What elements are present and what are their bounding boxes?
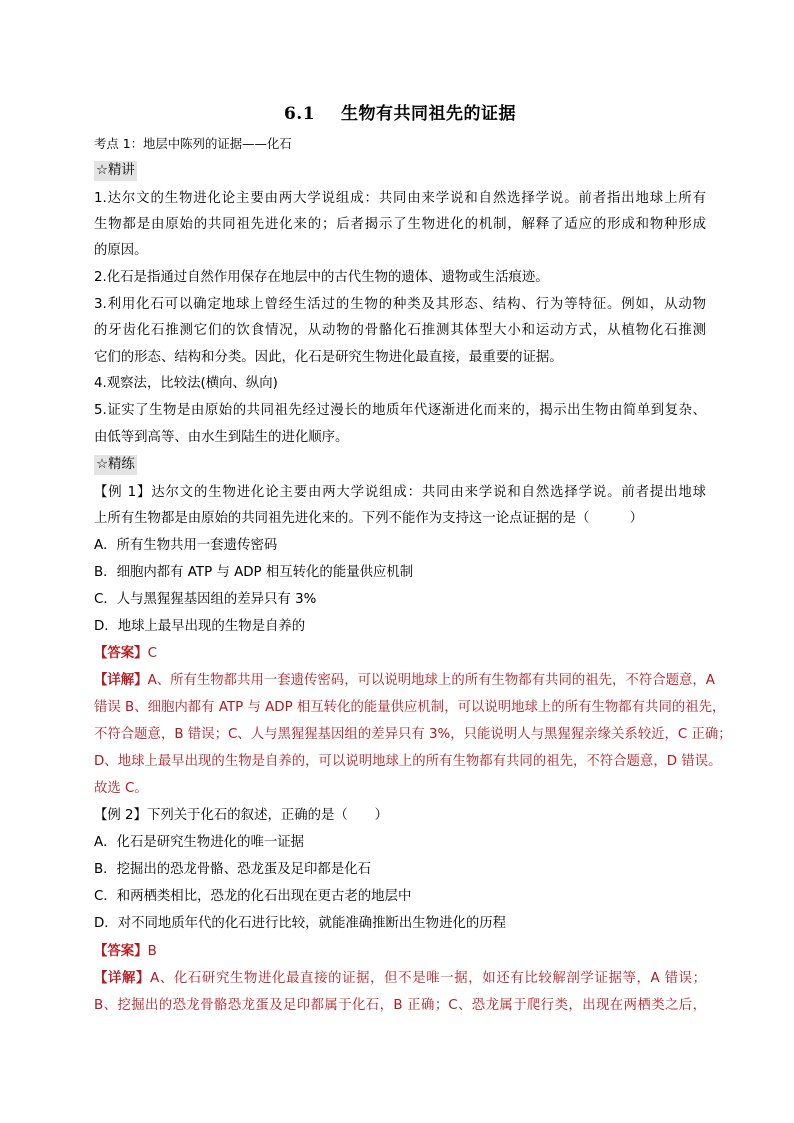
jingjiang-line: 1.达尔文的生物进化论主要由两大学说组成：共同由来学说和自然选择学说。前者指出地球上所有 <box>94 191 706 206</box>
jingjiang-line: 的原因。 <box>94 243 148 258</box>
explain-label: 【详解】 <box>94 673 148 688</box>
example2-option-d: D．对不同地质年代的化石进行比较，就能准确推断出生物进化的历程 <box>94 916 507 931</box>
jingjiang-line: 5.证实了生物是由原始的共同祖先经过漫长的地质年代逐渐进化而来的，揭示出生物由简单到复杂、 <box>94 403 706 418</box>
section-number: 6.1 <box>283 104 316 124</box>
jingjiang-line: 由低等到高等、由水生到陆生的进化顺序。 <box>94 430 349 445</box>
answer-value: B <box>147 944 157 959</box>
jinglian-tag: ☆精练 <box>94 455 137 475</box>
example2-explain <box>94 969 706 989</box>
example2-option-a: A．化石是研究生物进化的唯一证据 <box>94 835 305 850</box>
explain-label: 【详解】 <box>94 971 151 986</box>
example1-explain <box>94 671 715 691</box>
example1-explain: 不符合题意，B 错误；C、人与黑猩猩基因组的差异只有 3%，只能说明人与黑猩猩亲缘关系较近，C 正确； <box>94 727 732 742</box>
example2-option-c: C．和两栖类相比，恐龙的化石出现在更古老的地层中 <box>94 889 412 904</box>
jingjiang-tag: ☆精讲 <box>94 161 137 181</box>
page-title <box>94 99 706 124</box>
example1-option-a: A．所有生物共用一套遗传密码 <box>94 538 278 553</box>
example1-option-b: B．细胞内都有 ATP 与 ADP 相互转化的能量供应机制 <box>94 565 414 580</box>
section-title: 生物有共同祖先的证据 <box>341 104 517 124</box>
jingjiang-line: 的牙齿化石推测它们的饮食情况，从动物的骨骼化石推测其体型大小和运动方式，从植物化石推测 <box>94 323 706 338</box>
jingjiang-line: 它们的形态、结构和分类。因此，化石是研究生物进化最直接，最重要的证据。 <box>94 350 563 365</box>
answer-label: 【答案】 <box>94 944 148 959</box>
example1-option-d: D．地球上最早出现的生物是自养的 <box>94 619 306 634</box>
example1-answer <box>94 644 157 664</box>
answer-value: C <box>147 646 157 661</box>
jingjiang-line: 4.观察法，比较法(横向、纵向) <box>94 376 278 391</box>
example1-stem: 上所有生物都是由原始的共同祖先进化来的。下列不能作为支持这一论点证据的是（ ） <box>94 511 644 526</box>
example1-explain: 错误 B、细胞内都有 ATP 与 ADP 相互转化的能量供应机制，可以说明地球上的所有生物都有共同的祖先， <box>94 700 726 715</box>
example2-option-b: B．挖掘出的恐龙骨骼、恐龙蛋及足印都是化石 <box>94 862 371 877</box>
example1-option-c: C．人与黑猩猩基因组的差异只有 3% <box>94 592 317 607</box>
example1-explain: 故选 C。 <box>94 781 148 796</box>
explain-text: A、化石研究生物进化最直接的证据，但不是唯一据，如还有比较解剖学证据等，A 错误； <box>150 971 706 986</box>
kaodian-heading: 考点 1：地层中陈列的证据——化石 <box>94 136 292 151</box>
example1-stem: 【例 1】达尔文的生物进化论主要由两大学说组成：共同由来学说和自然选择学说。前者提出地球 <box>94 485 706 500</box>
example1-explain: D、地球上最早出现的生物是自养的，可以说明地球上的所有生物都有共同的祖先，不符合题意，D 错误。 <box>94 754 722 769</box>
example2-stem: 【例 2】下列关于化石的叙述，正确的是（ ） <box>94 808 388 823</box>
jingjiang-line: 3.利用化石可以确定地球上曾经生活过的生物的种类及其形态、结构、行为等特征。例如，从动物 <box>94 297 706 312</box>
jingjiang-line: 2.化石是指通过自然作用保存在地层中的古代生物的遗体、遗物或生活痕迹。 <box>94 270 549 285</box>
example2-answer <box>94 942 157 962</box>
jingjiang-line: 生物都是由原始的共同祖先进化来的；后者揭示了生物进化的机制，解释了适应的形成和物种形成 <box>94 217 706 232</box>
explain-text: A、所有生物都共用一套遗传密码，可以说明地球上的所有生物都有共同的祖先，不符合题意，A <box>147 673 715 688</box>
answer-label: 【答案】 <box>94 646 148 661</box>
example2-explain: B、挖掘出的恐龙骨骼恐龙蛋及足印都属于化石，B 正确；C、恐龙属于爬行类，出现在两栖类之后， <box>94 998 706 1013</box>
